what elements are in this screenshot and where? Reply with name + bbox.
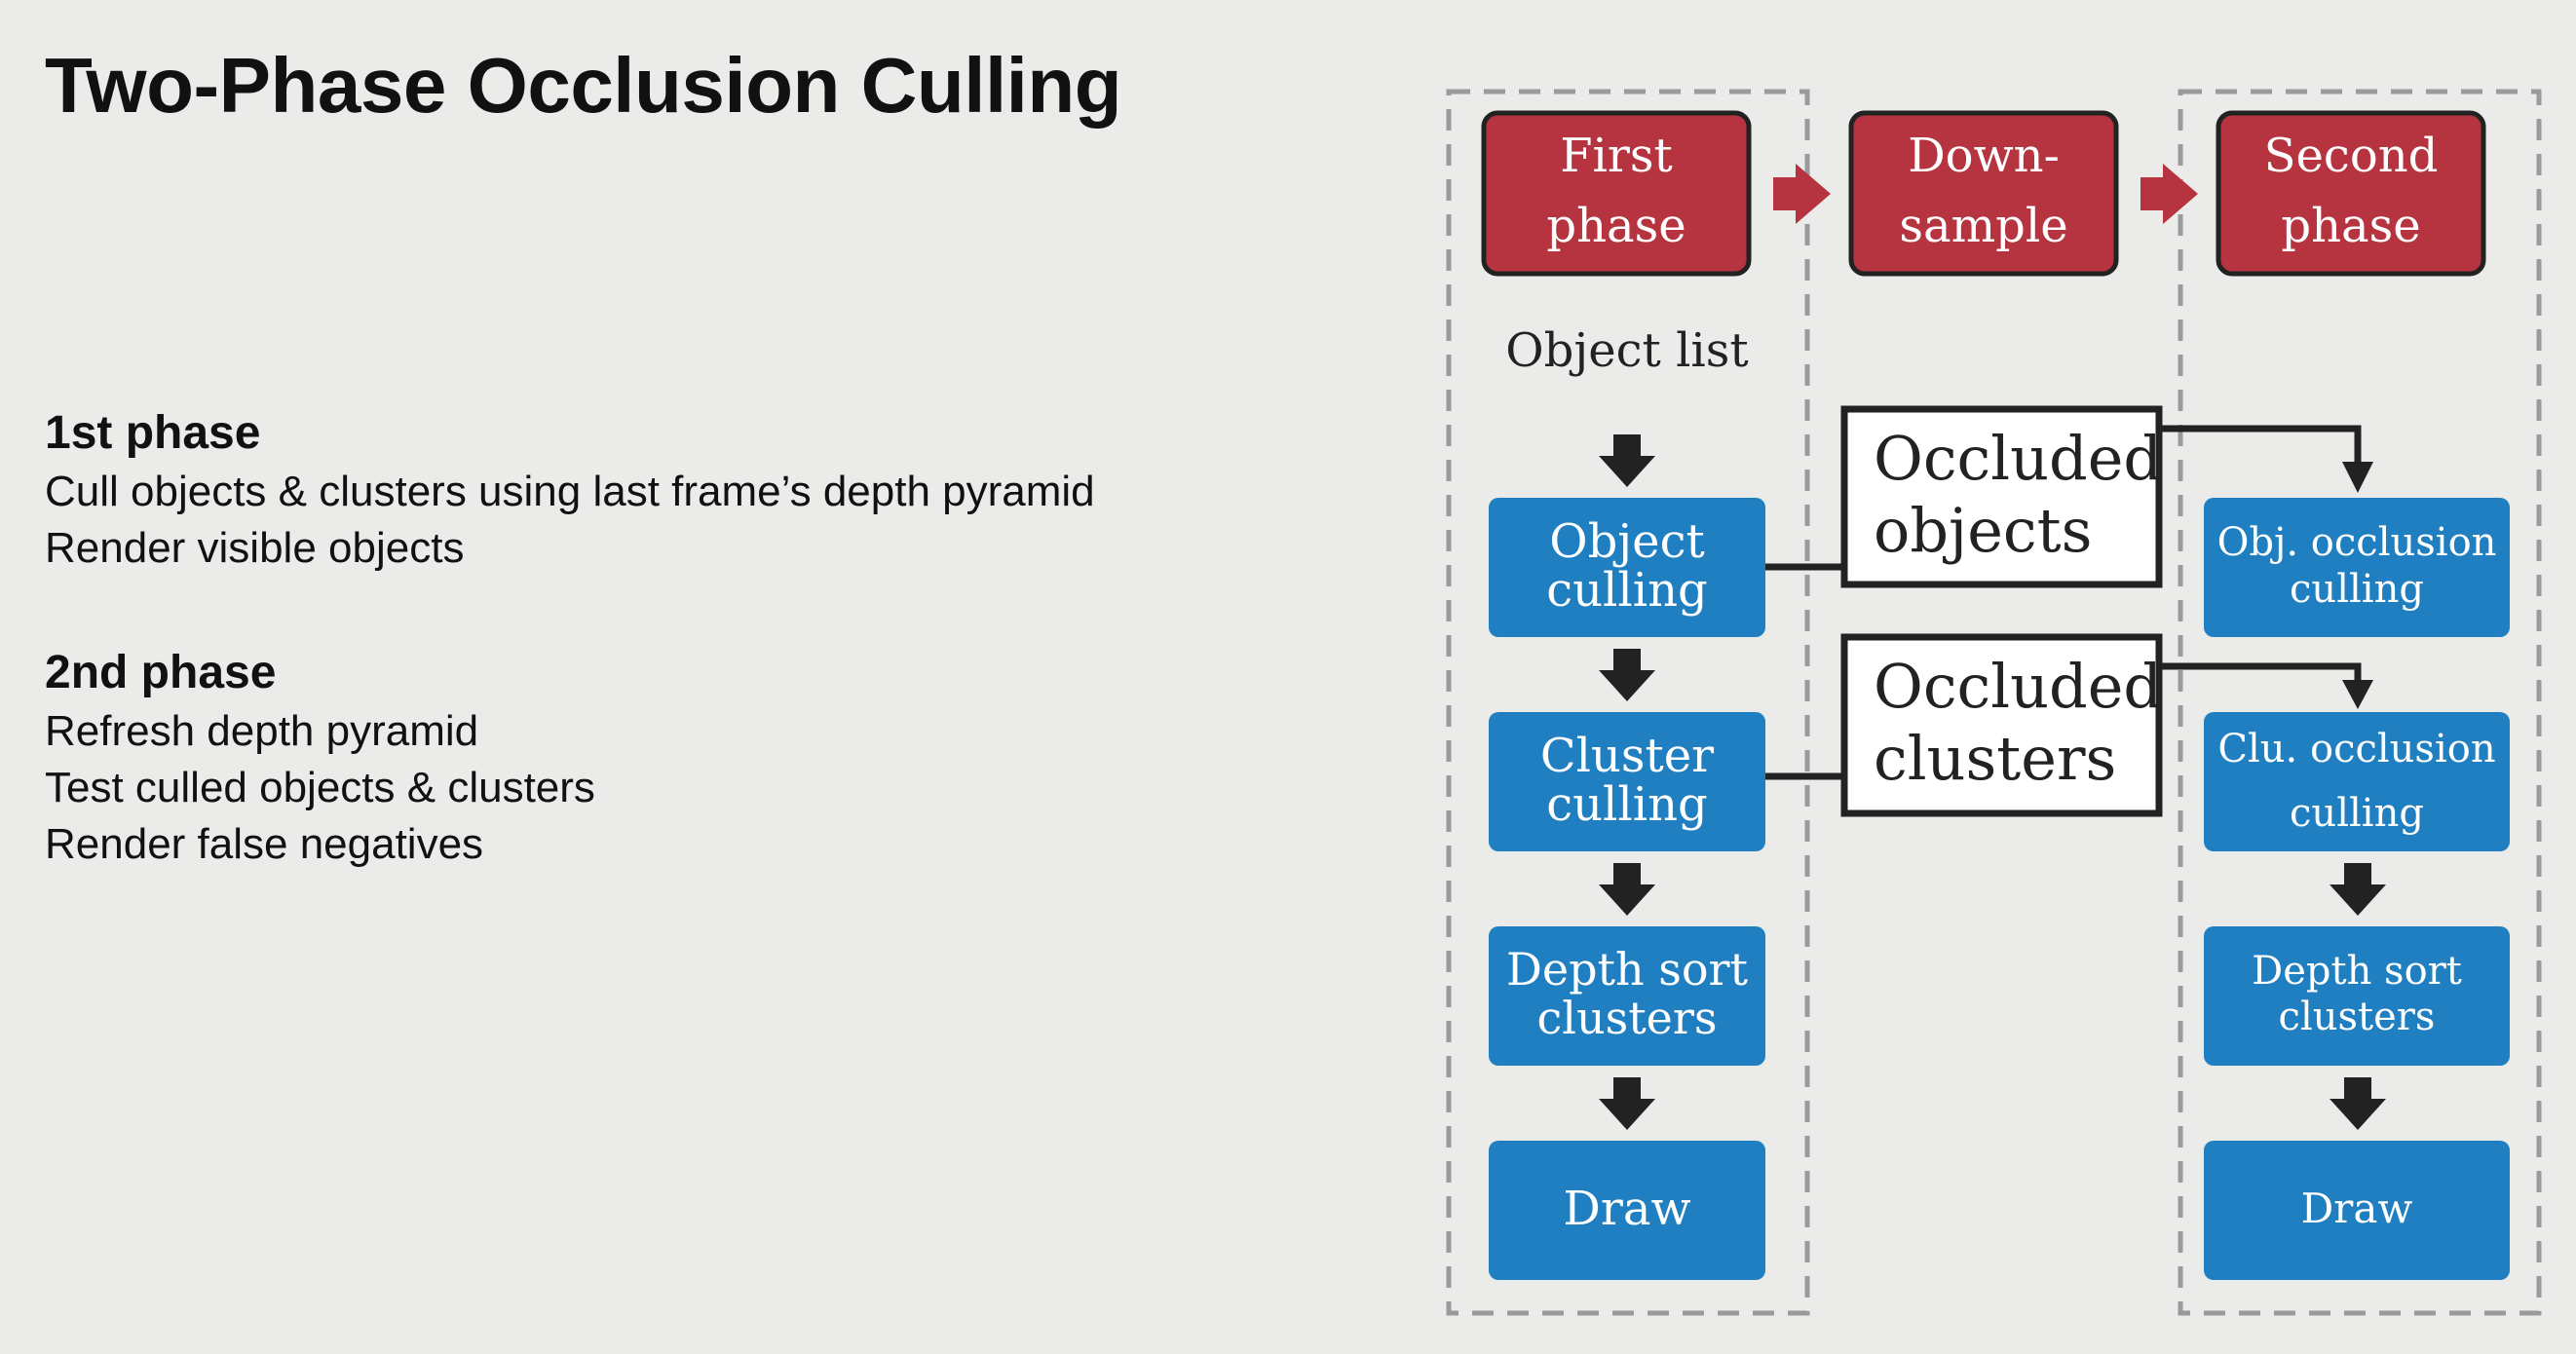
phase1-line: Render visible objects xyxy=(45,524,465,572)
phase1-heading: 1st phase xyxy=(45,407,261,459)
slide-title: Two-Phase Occlusion Culling xyxy=(45,42,1122,129)
depth-sort-label: clusters xyxy=(1536,992,1718,1044)
arrow-right-icon xyxy=(2140,164,2198,224)
downsample-node xyxy=(1851,113,2116,274)
downsample-label: Down- xyxy=(1908,129,2060,183)
object-culling-label: Object xyxy=(1549,514,1705,569)
right-depth-sort-node xyxy=(2204,926,2510,1066)
object-culling-label: culling xyxy=(1546,563,1708,618)
clu-occlusion-culling-node xyxy=(2204,712,2510,851)
occluded-objects-label: Occluded xyxy=(1874,423,2163,494)
phase1-line: Cull objects & clusters using last frame’s depth pyramid xyxy=(45,468,1095,515)
cluster-culling-node xyxy=(1489,712,1765,851)
arrow-down-icon xyxy=(2330,863,2386,916)
first-phase-label: phase xyxy=(1546,199,1686,253)
right-depth-sort-label: clusters xyxy=(2278,995,2436,1039)
arrow-down-icon xyxy=(2342,462,2373,493)
arrow-down-icon xyxy=(1599,434,1655,487)
arrow-right-icon xyxy=(1773,164,1831,224)
second-phase-label: Second xyxy=(2263,129,2439,183)
connector-line xyxy=(2159,666,2358,684)
right-depth-sort-label: Depth sort xyxy=(2252,949,2462,994)
object-culling-node xyxy=(1489,498,1765,637)
obj-occlusion-label: Obj. occlusion xyxy=(2216,520,2497,565)
arrow-down-icon xyxy=(1599,1077,1655,1130)
draw-node xyxy=(1489,1141,1765,1280)
occluded-objects-label: objects xyxy=(1874,495,2093,566)
occluded-clusters-label: Occluded xyxy=(1874,651,2163,722)
first-phase-node xyxy=(1484,113,1749,274)
connector-line xyxy=(2159,429,2358,466)
draw-label: Draw xyxy=(1563,1182,1691,1236)
phase2-heading: 2nd phase xyxy=(45,647,277,698)
phase2-line: Test culled objects & clusters xyxy=(45,764,595,811)
occluded-objects-node xyxy=(1844,409,2162,584)
clu-occlusion-label: Clu. occlusion xyxy=(2217,727,2496,771)
cluster-culling-label: Cluster xyxy=(1539,729,1715,783)
second-phase-label: phase xyxy=(2281,199,2421,253)
arrow-down-icon xyxy=(2330,1077,2386,1130)
occluded-clusters-node xyxy=(1844,637,2162,813)
object-list-label: Object list xyxy=(1505,323,1749,378)
phase2-line: Render false negatives xyxy=(45,820,484,868)
arrow-down-icon xyxy=(1599,863,1655,916)
obj-occlusion-culling-node xyxy=(2204,498,2510,637)
right-draw-node xyxy=(2204,1141,2510,1280)
obj-occlusion-label: culling xyxy=(2290,567,2424,612)
occluded-clusters-label: clusters xyxy=(1874,723,2117,794)
downsample-label: sample xyxy=(1899,199,2068,253)
clu-occlusion-label: culling xyxy=(2290,791,2424,836)
cluster-culling-label: culling xyxy=(1546,777,1708,832)
depth-sort-node xyxy=(1489,926,1765,1066)
arrow-down-icon xyxy=(1599,649,1655,701)
phase2-line: Refresh depth pyramid xyxy=(45,707,479,755)
arrow-down-icon xyxy=(2342,680,2373,709)
second-phase-node xyxy=(2218,113,2483,274)
right-draw-label: Draw xyxy=(2300,1185,2413,1232)
depth-sort-label: Depth sort xyxy=(1505,943,1749,996)
first-phase-label: First xyxy=(1560,129,1673,183)
